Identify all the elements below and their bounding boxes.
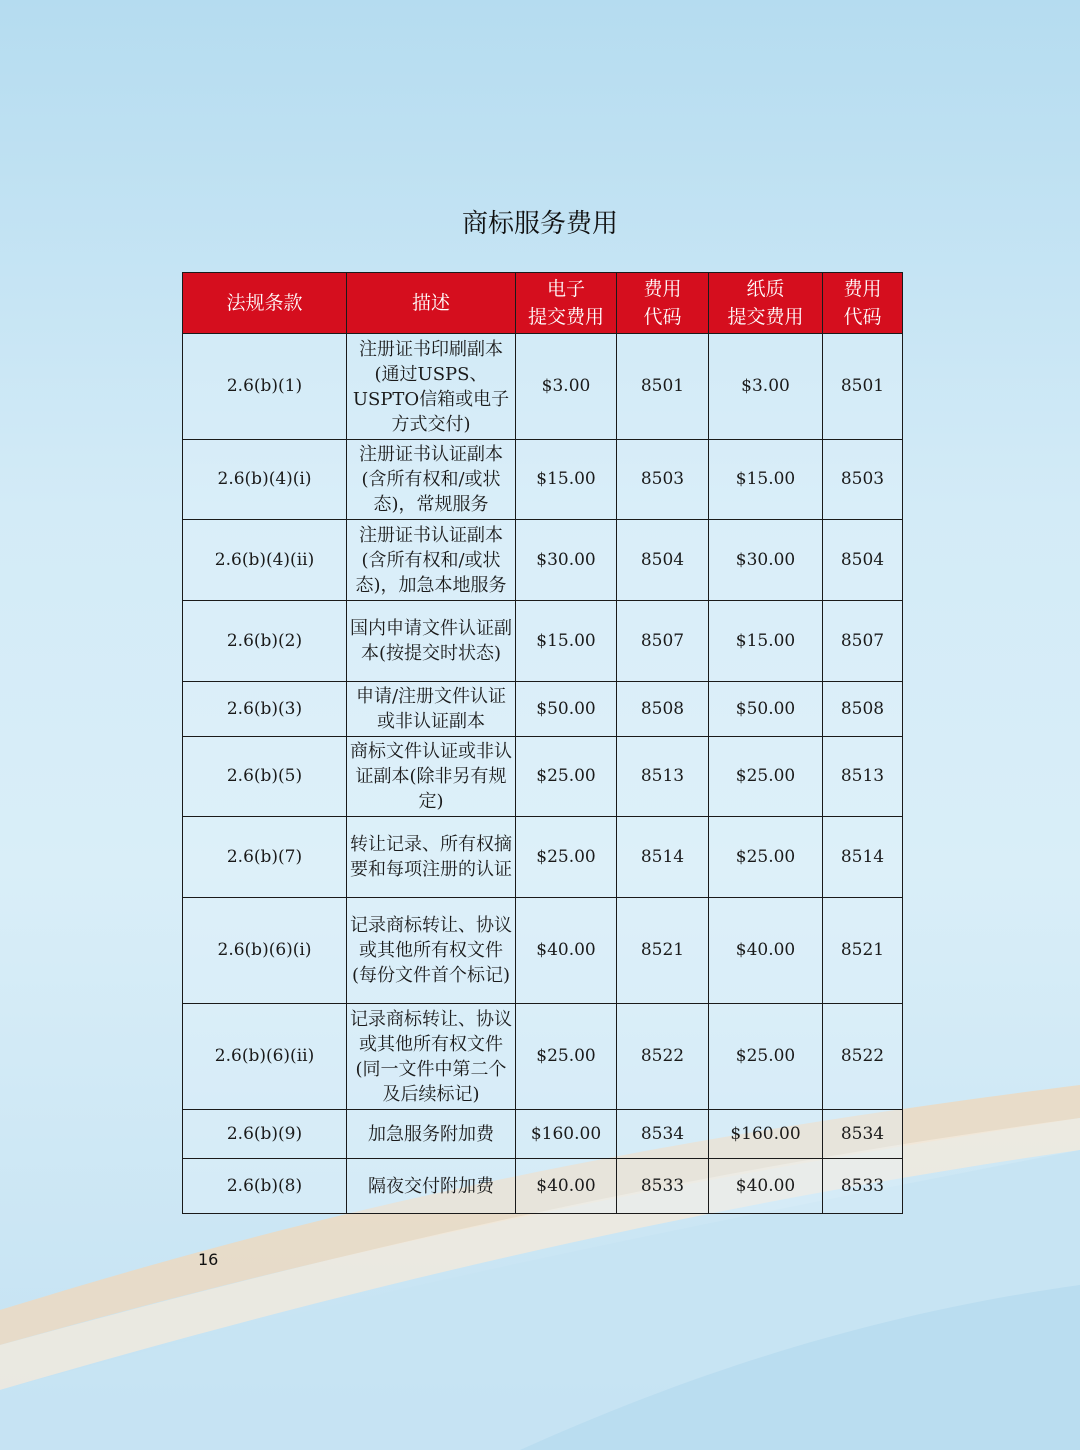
- cell-description: 转让记录、所有权摘要和每项注册的认证: [347, 817, 516, 898]
- cell-electronic-fee-code: 8508: [617, 682, 709, 737]
- cell-clause: 2.6(b)(3): [183, 682, 347, 737]
- cell-electronic-fee: $40.00: [516, 898, 617, 1004]
- cell-description: 申请/注册文件认证或非认证副本: [347, 682, 516, 737]
- header-clause: 法规条款: [183, 273, 347, 334]
- cell-paper-fee: $15.00: [709, 440, 823, 520]
- cell-clause: 2.6(b)(4)(i): [183, 440, 347, 520]
- cell-clause: 2.6(b)(6)(i): [183, 898, 347, 1004]
- cell-paper-fee-code: 8514: [823, 817, 903, 898]
- cell-clause: 2.6(b)(7): [183, 817, 347, 898]
- header-electronic-fee: 电子 提交费用: [516, 273, 617, 334]
- cell-electronic-fee: $40.00: [516, 1159, 617, 1214]
- table-header-row: [183, 273, 903, 334]
- cell-electronic-fee: $15.00: [516, 440, 617, 520]
- page-number: 16: [198, 1250, 219, 1269]
- cell-electronic-fee: $15.00: [516, 601, 617, 682]
- cell-electronic-fee-code: 8514: [617, 817, 709, 898]
- cell-clause: 2.6(b)(9): [183, 1110, 347, 1159]
- cell-clause: 2.6(b)(1): [183, 334, 347, 440]
- cell-description: 记录商标转让、协议或其他所有权文件(每份文件首个标记): [347, 898, 516, 1004]
- cell-clause: 2.6(b)(8): [183, 1159, 347, 1214]
- table-row: [183, 1159, 903, 1214]
- cell-paper-fee-code: 8504: [823, 520, 903, 601]
- cell-description: 商标文件认证或非认证副本(除非另有规定): [347, 737, 516, 817]
- table-row: [183, 334, 903, 440]
- cell-electronic-fee: $25.00: [516, 1004, 617, 1110]
- table-row: [183, 520, 903, 601]
- cell-paper-fee-code: 8521: [823, 898, 903, 1004]
- cell-description: 注册证书印刷副本(通过USPS、USPTO信箱或电子方式交付): [347, 334, 516, 440]
- cell-description: 隔夜交付附加费: [347, 1159, 516, 1214]
- cell-paper-fee: $25.00: [709, 817, 823, 898]
- table-row: [183, 440, 903, 520]
- cell-electronic-fee-code: 8501: [617, 334, 709, 440]
- cell-electronic-fee-code: 8507: [617, 601, 709, 682]
- cell-paper-fee: $160.00: [709, 1110, 823, 1159]
- cell-paper-fee: $30.00: [709, 520, 823, 601]
- cell-electronic-fee: $160.00: [516, 1110, 617, 1159]
- cell-paper-fee: $3.00: [709, 334, 823, 440]
- cell-paper-fee-code: 8534: [823, 1110, 903, 1159]
- cell-electronic-fee: $50.00: [516, 682, 617, 737]
- cell-description: 加急服务附加费: [347, 1110, 516, 1159]
- cell-electronic-fee-code: 8534: [617, 1110, 709, 1159]
- header-paper-fee-code: 费用 代码: [823, 273, 903, 334]
- cell-paper-fee: $40.00: [709, 898, 823, 1004]
- cell-paper-fee-code: 8508: [823, 682, 903, 737]
- page-title: 商标服务费用: [461, 209, 618, 239]
- cell-electronic-fee-code: 8513: [617, 737, 709, 817]
- cell-electronic-fee: $25.00: [516, 737, 617, 817]
- cell-description: 记录商标转让、协议或其他所有权文件(同一文件中第二个及后续标记): [347, 1004, 516, 1110]
- table-row: [183, 1110, 903, 1159]
- cell-electronic-fee-code: 8503: [617, 440, 709, 520]
- header-paper-fee: 纸质 提交费用: [709, 273, 823, 334]
- header-electronic-fee-code: 费用 代码: [617, 273, 709, 334]
- cell-paper-fee: $25.00: [709, 737, 823, 817]
- cell-electronic-fee: $3.00: [516, 334, 617, 440]
- cell-description: 国内申请文件认证副本(按提交时状态): [347, 601, 516, 682]
- cell-clause: 2.6(b)(6)(ii): [183, 1004, 347, 1110]
- cell-paper-fee-code: 8513: [823, 737, 903, 817]
- cell-paper-fee: $15.00: [709, 601, 823, 682]
- table-row: [183, 817, 903, 898]
- cell-electronic-fee: $30.00: [516, 520, 617, 601]
- table-row: [183, 898, 903, 1004]
- cell-paper-fee: $40.00: [709, 1159, 823, 1214]
- cell-electronic-fee-code: 8521: [617, 898, 709, 1004]
- cell-electronic-fee-code: 8522: [617, 1004, 709, 1110]
- cell-clause: 2.6(b)(4)(ii): [183, 520, 347, 601]
- cell-paper-fee-code: 8503: [823, 440, 903, 520]
- cell-paper-fee: $50.00: [709, 682, 823, 737]
- cell-electronic-fee-code: 8533: [617, 1159, 709, 1214]
- table-row: [183, 601, 903, 682]
- cell-paper-fee-code: 8533: [823, 1159, 903, 1214]
- cell-electronic-fee-code: 8504: [617, 520, 709, 601]
- fee-table: [182, 272, 903, 1214]
- cell-electronic-fee: $25.00: [516, 817, 617, 898]
- cell-description: 注册证书认证副本(含所有权和/或状态)，加急本地服务: [347, 520, 516, 601]
- table-row: [183, 1004, 903, 1110]
- table-row: [183, 737, 903, 817]
- cell-clause: 2.6(b)(5): [183, 737, 347, 817]
- cell-paper-fee: $25.00: [709, 1004, 823, 1110]
- cell-clause: 2.6(b)(2): [183, 601, 347, 682]
- header-description: 描述: [347, 273, 516, 334]
- cell-paper-fee-code: 8501: [823, 334, 903, 440]
- cell-description: 注册证书认证副本(含所有权和/或状态)，常规服务: [347, 440, 516, 520]
- table-row: [183, 682, 903, 737]
- cell-paper-fee-code: 8522: [823, 1004, 903, 1110]
- cell-paper-fee-code: 8507: [823, 601, 903, 682]
